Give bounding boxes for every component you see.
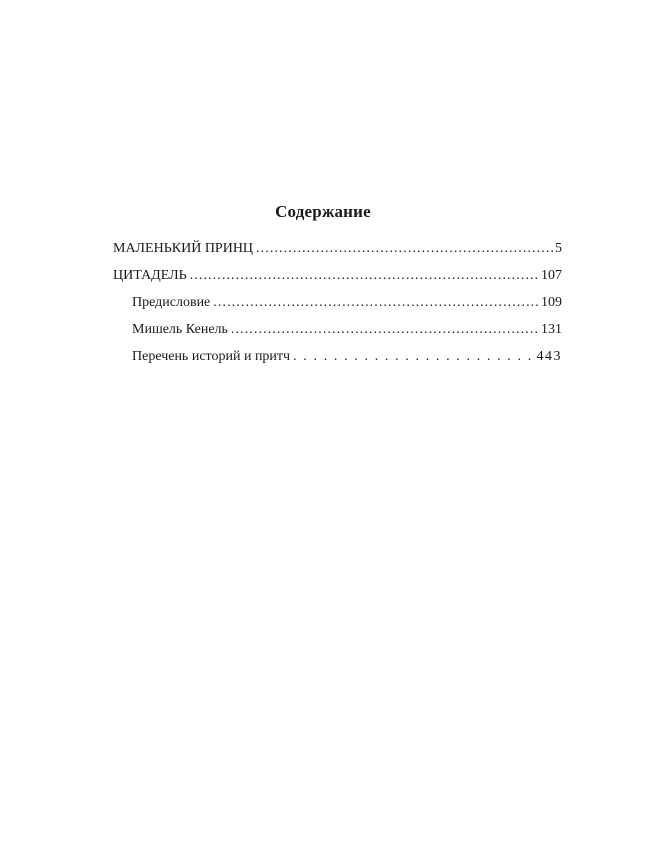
toc-entry-page: 5 xyxy=(555,241,562,256)
toc-entry-citadel[interactable] xyxy=(113,268,562,295)
toc-entry-michel-quesnel[interactable] xyxy=(113,322,562,349)
toc-entry-little-prince[interactable] xyxy=(113,241,562,268)
dot-leader xyxy=(190,268,539,284)
toc-entry-title: Перечень историй и притч xyxy=(132,349,291,364)
toc-heading: Содержание xyxy=(275,202,371,221)
dot-leader xyxy=(231,322,539,338)
toc-entry-page: 443 xyxy=(536,349,562,364)
dot-leader xyxy=(256,241,553,257)
toc-entry-page: 131 xyxy=(541,322,562,337)
toc-entry-title: МАЛЕНЬКИЙ ПРИНЦ xyxy=(113,241,254,256)
dot-leader xyxy=(213,295,539,311)
table-of-contents xyxy=(113,241,562,376)
toc-entry-page: 107 xyxy=(541,268,562,283)
dot-leader xyxy=(293,349,530,365)
toc-entry-page: 109 xyxy=(541,295,562,310)
toc-entry-preface[interactable] xyxy=(113,295,562,322)
toc-entry-title: ЦИТАДЕЛЬ xyxy=(113,268,187,283)
toc-entry-stories-list[interactable] xyxy=(113,349,562,376)
toc-entry-title: Мишель Кенель xyxy=(132,322,228,337)
toc-entry-title: Предисловие xyxy=(132,295,211,310)
